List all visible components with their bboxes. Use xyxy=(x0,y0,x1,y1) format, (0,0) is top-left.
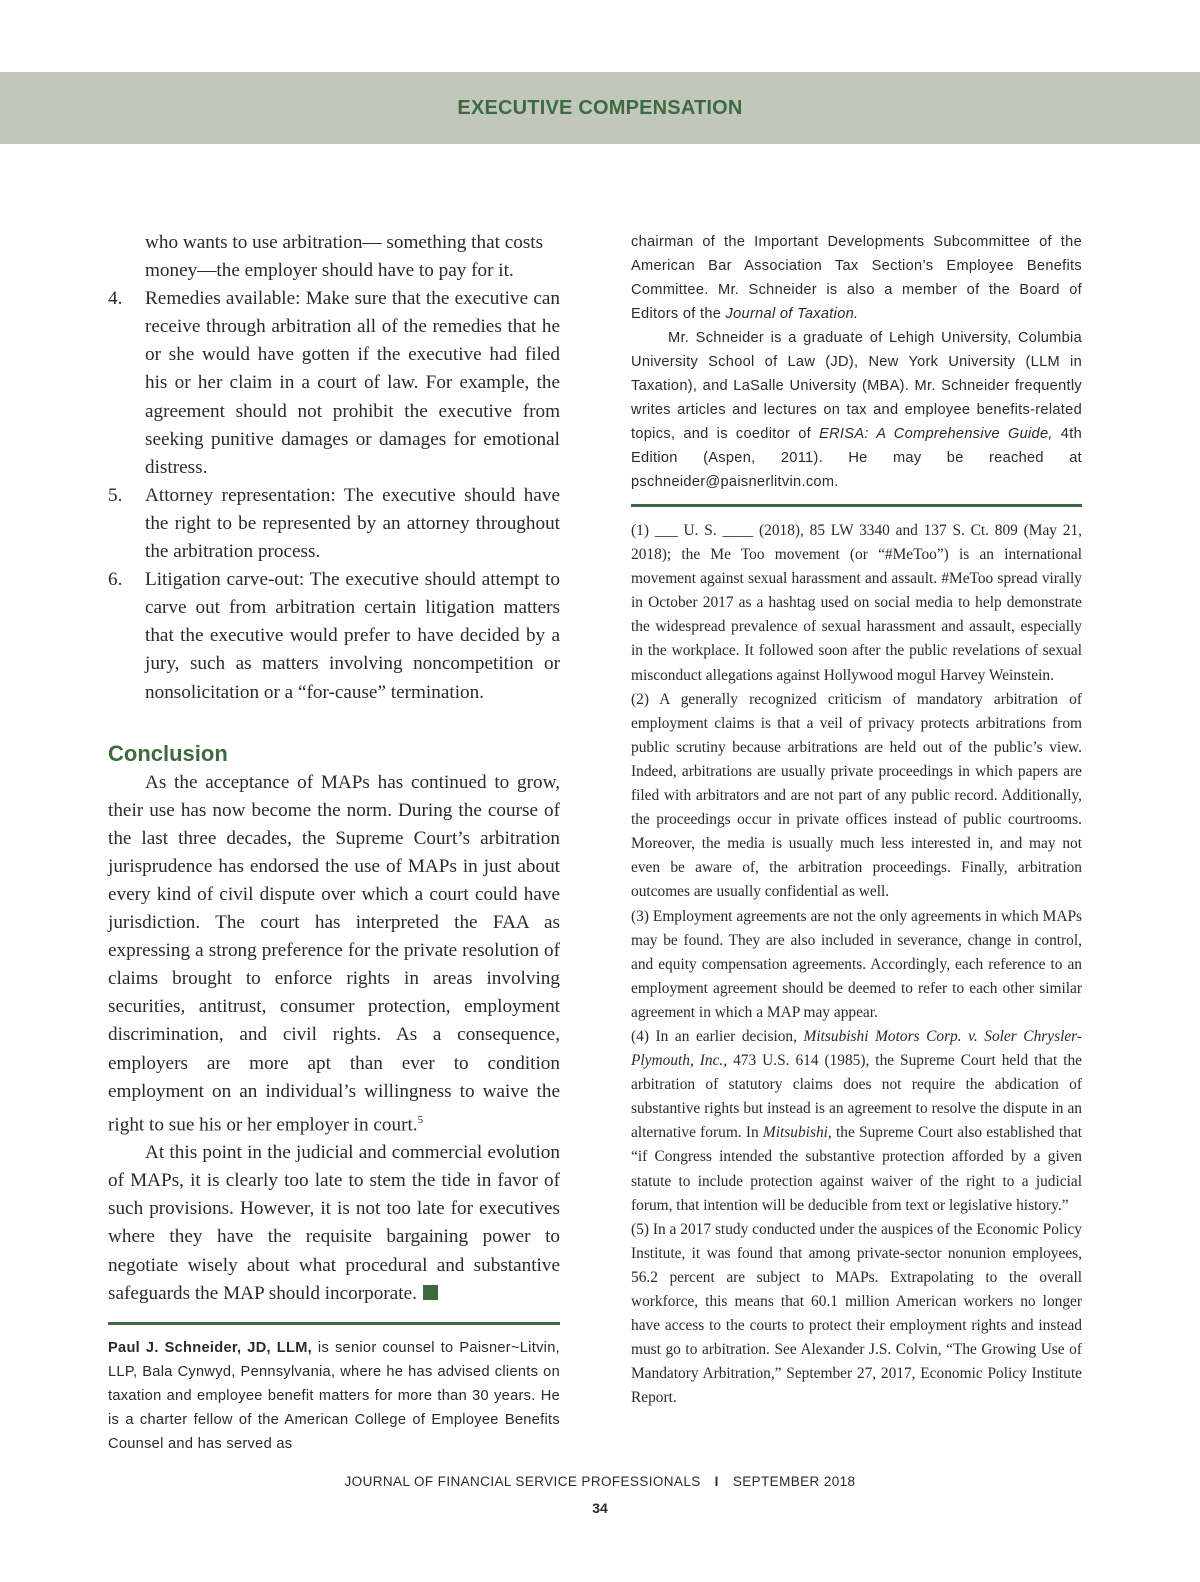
list-item-text: Attorney representation: The executive should have the right to be represented by an attorney throughout the arbitration process. xyxy=(145,484,560,563)
endnote-text: the Supreme Court also established that “if Congress intended the substantive protection afforded by a given statute to include protection against waiver of the right to a judicial forum, that intention will be deducible from text or legislative history.” xyxy=(631,1124,1082,1214)
conclusion-paragraph-1 xyxy=(108,769,560,1140)
author-bio-text: Mr. Schneider is a graduate of Lehigh University, Columbia University School of Law (JD), New York University (LLM in Taxation), and LaSalle University (MBA). Mr. Schneider frequently writes articles and lectures on tax and employee benefits-related topics, and is coeditor of xyxy=(631,330,1082,442)
list-item-number: 4. xyxy=(108,288,123,310)
conclusion-heading: Conclusion xyxy=(108,740,228,766)
journal-name: JOURNAL OF FINANCIAL SERVICE PROFESSIONALS xyxy=(344,1474,701,1489)
endnote-3: (3) Employment agreements are not the only agreements in which MAPs may be found. They are also included in severance, change in control, and equity compensation agreements. Accordingly, each reference to an employment agreement should be deemed to refer to each other similar agreement in which a MAP may appear. xyxy=(631,907,1082,1021)
section-title: EXECUTIVE COMPENSATION xyxy=(457,96,743,119)
paragraph-text: At this point in the judicial and commercial evolution of MAPs, it is clearly too late to stem the tide in favor of such provisions. However, it is not too late for executives where they have the requisite bargaining power to negotiate wisely about what procedural and substantive safeguards the MAP should incorporate. xyxy=(108,1142,560,1304)
notes-divider xyxy=(631,504,1082,507)
list-item xyxy=(108,566,560,706)
list-item xyxy=(108,482,560,566)
list-item-text: Remedies available: Make sure that the executive can receive through arbitration all of the remedies that he or she would have gotten if the executive had filed his or her claim in a court of law. For example, the agreement should not prohibit the executive from seeking punitive damages or damages for emotional distress. xyxy=(145,288,560,478)
author-bio xyxy=(108,1336,560,1456)
issue-date: SEPTEMBER 2018 xyxy=(732,1474,856,1489)
author-name: Paul J. Schneider, JD, LLM, xyxy=(108,1339,313,1356)
footer-separator: I xyxy=(714,1474,719,1489)
endnote-2: (2) A generally recognized criticism of mandatory arbitration of employment claims is that a veil of privacy protects arbitrations from public scrutiny because arbitrations are held out of the public’s view. Indeed, arbitrations are usually private proceedings in which papers are filed with arbitrators and are not part of any public record. Additionally, the proceedings occur in private offices instead of public courtrooms. Moreover, the media is usually much less interested in, and may not even be aware of, the arbitration proceedings. Finally, arbitration outcomes are usually confidential as well. xyxy=(631,690,1082,901)
conclusion-paragraph-2 xyxy=(108,1139,560,1308)
book-title: ERISA: A Comprehensive Guide, xyxy=(819,426,1053,442)
safeguards-list xyxy=(108,285,560,706)
list-item-text: Litigation carve-out: The executive should attempt to carve out from arbitration certain litigation matters that the executive would prefer to have decided by a jury, such as matters involving noncompetition or nonsolicitation or a “for-cause” termination. xyxy=(145,569,560,703)
endnote-1: (1) ___ U. S. ____ (2018), 85 LW 3340 and 137 S. Ct. 809 (May 21, 2018); the Me Too movement (or “#MeToo”) is an international movement against sexual harassment and assault. #MeToo spread virally in October 2017 as a hashtag used on social media to help demonstrate the widespread prevalence of sexual harassment and assault, especially in the workplace. It followed soon after the public revelations of sexual misconduct allegations against Hollywood mogul Harvey Weinstein. xyxy=(631,522,1082,684)
list-item-number: 5. xyxy=(108,484,123,506)
case-name: Mitsubishi, xyxy=(762,1124,832,1142)
endnote-text: 473 U.S. 614 (1985), the Supreme Court held that the arbitration of statutory claims does not require the abdication of substantive rights but instead is an agreement to resolve the dispute in an alternative forum. In xyxy=(631,1052,1082,1142)
footer-journal-line xyxy=(0,1474,1200,1489)
author-bio-continued xyxy=(631,230,1082,494)
paragraph-text: As the acceptance of MAPs has continued to grow, their use has now become the norm. During the course of the last three decades, the Supreme Court’s arbitration jurisprudence has endorsed the use of MAPs in just about every kind of civil dispute over which a court could have jurisdiction. The court has interpreted the FAA as expressing a strong preference for the private resolution of claims brought to enforce rights in areas involving securities, antitrust, consumer protection, employment discrimination, and civil rights. As a consequence, employers are more apt than ever to condition employment on an individual’s willingness to waive the right to sue his or her employer in court. xyxy=(108,771,560,1136)
endnote-text: (4) In an earlier decision, xyxy=(631,1027,804,1045)
section-header-band xyxy=(0,72,1200,144)
list-continuation: who wants to use arbitration— something that costs money—the employer should have to pay for it. xyxy=(145,232,544,282)
author-bio-text: chairman of the Important Developments Subcommittee of the American Bar Association Tax Section’s Employee Benefits Committee. Mr. Schneider is also a member of the Board of Editors of the xyxy=(631,234,1082,322)
author-bio-text: 4th Edition (Aspen, 2011). He may be reached at pschneider@paisnerlitvin.com. xyxy=(631,426,1082,490)
page-number: 34 xyxy=(592,1500,608,1516)
author-bio-text: is senior counsel to Paisner~Litvin, LLP, Bala Cynwyd, Pennsylvania, where he has advised clients on taxation and employee benefit matters for more than 30 years. He is a charter fellow of the American College of Employee Benefits Counsel and has served as xyxy=(108,1339,560,1452)
end-of-article-mark xyxy=(423,1285,438,1300)
right-column xyxy=(631,230,1082,1410)
journal-title: Journal of Taxation. xyxy=(725,306,859,322)
list-item xyxy=(108,285,560,482)
footnote-ref: 5 xyxy=(417,1113,424,1126)
endnote-4 xyxy=(631,1025,1082,1218)
list-item-number: 6. xyxy=(108,569,123,591)
bio-divider xyxy=(108,1322,560,1325)
left-column xyxy=(108,229,560,1456)
case-name: Mitsubishi Motors Corp. v. Soler Chrysler-Plymouth, Inc., xyxy=(631,1027,1082,1070)
endnotes xyxy=(631,519,1082,1410)
endnote-5: (5) In a 2017 study conducted under the auspices of the Economic Policy Institute, it was found that among private-sector nonunion employees, 56.2 percent are subject to MAPs. Extrapolating to the overall workforce, this means that 60.1 million American workers no longer have access to the courts to protect their employment rights and instead must go to arbitration. See Alexander J.S. Colvin, “The Growing Use of Mandatory Arbitration,” September 27, 2017, Economic Policy Institute Report. xyxy=(631,1220,1082,1407)
